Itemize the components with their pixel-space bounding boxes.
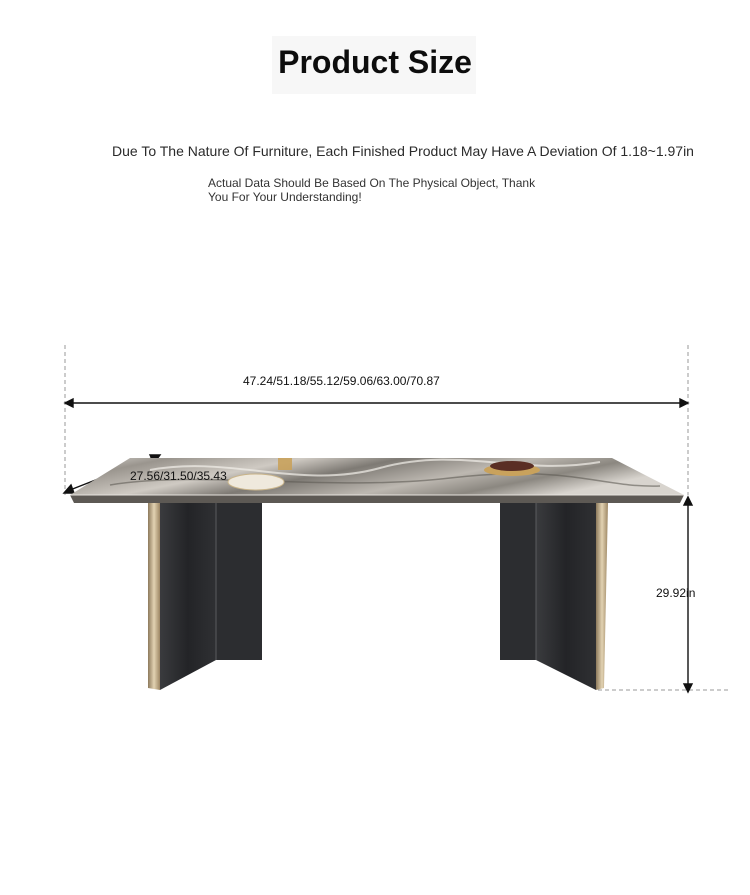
depth-dimension-label: 27.56/31.50/35.43 [130, 469, 227, 483]
physical-object-note: Actual Data Should Be Based On The Physical Object, Thank You For Your Understanding! [208, 176, 536, 204]
height-dimension-label: 29.92in [656, 586, 696, 600]
width-arrow [65, 399, 688, 407]
width-dimension-label: 47.24/51.18/55.12/59.06/63.00/70.87 [243, 374, 440, 388]
deviation-note: Due To The Nature Of Furniture, Each Finished Product May Have A Deviation Of 1.18~1.97in [112, 143, 694, 159]
right-table-leg [500, 503, 608, 690]
page-title: Product Size [278, 44, 472, 80]
left-table-leg [148, 503, 262, 690]
